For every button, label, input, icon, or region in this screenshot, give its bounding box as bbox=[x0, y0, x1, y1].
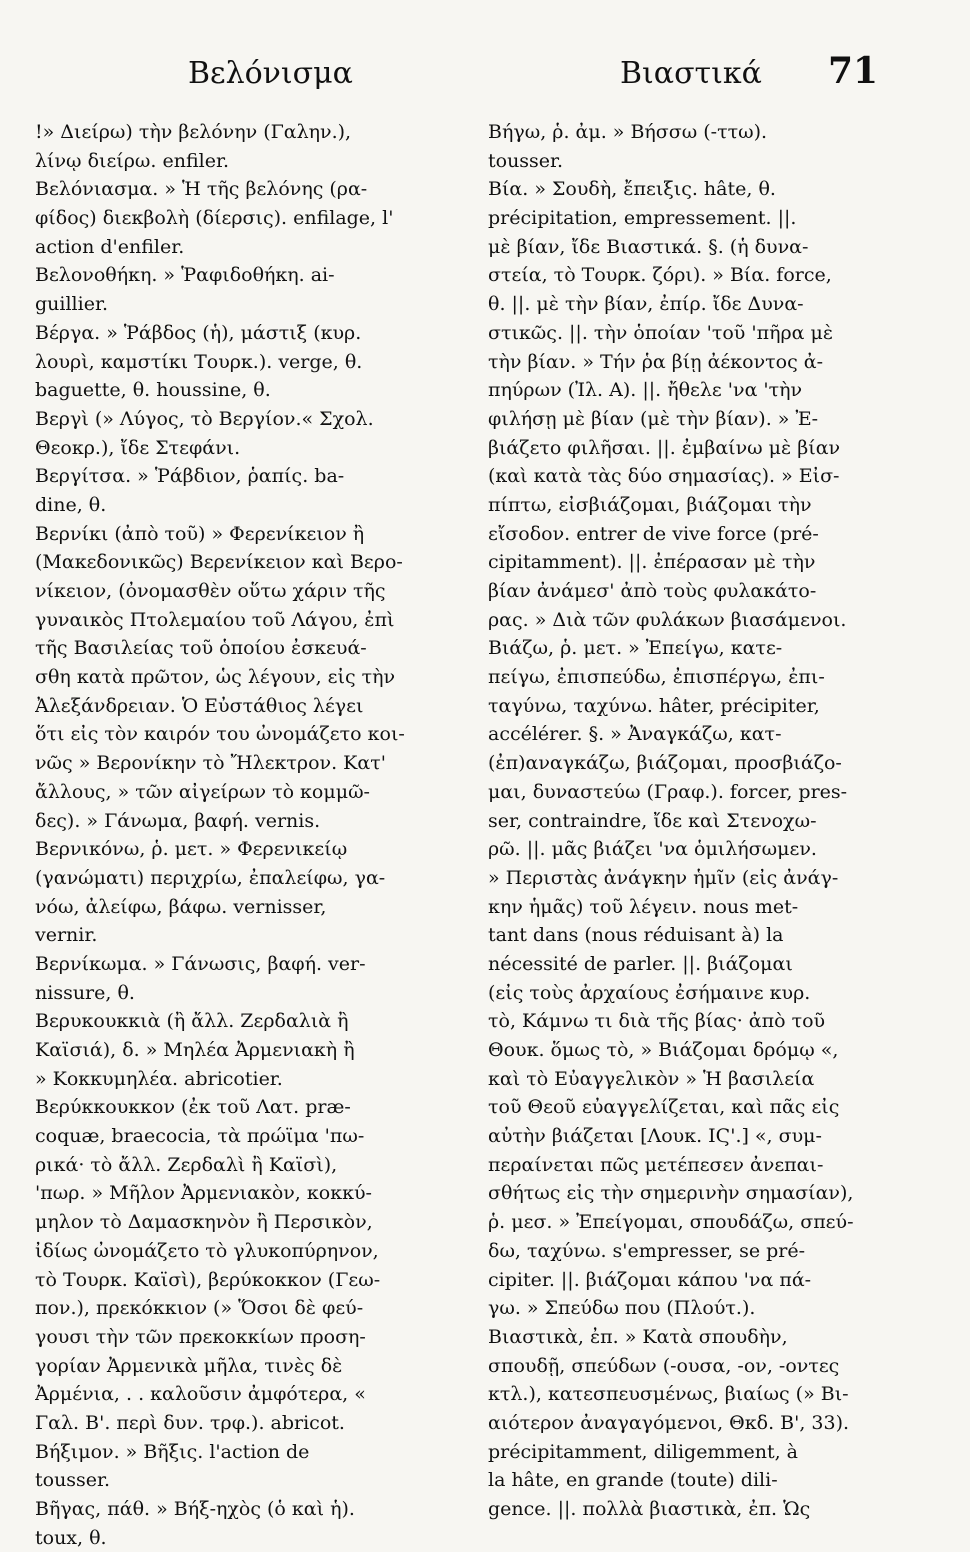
text-line: cipiter. ||. βιάζομαι κάπου 'να πά- bbox=[488, 1268, 812, 1291]
text-line: σθη κατὰ πρῶτον, ὡς λέγουν, εἰς τὴν bbox=[35, 666, 396, 689]
text-line: τοῦ Θεοῦ εὐαγγελίζεται, καὶ πᾶς εἰς bbox=[488, 1096, 840, 1119]
text-line: ρας. » Διὰ τῶν φυλάκων βιασάμενοι. bbox=[488, 608, 847, 631]
text-line: Βήγω, ῥ. ἀμ. » Βήσσω (-ττω). bbox=[488, 121, 768, 143]
text-line: νόω, ἀλείφω, βάφω. vernisser, bbox=[35, 895, 327, 918]
text-line: précipitation, empressement. ||. bbox=[488, 207, 797, 230]
text-line: ὅτι εἰς τὸν καιρόν του ὠνομάζετο κοι- bbox=[35, 723, 405, 746]
text-line: περαίνεται πῶς μετέπεσεν ἀνεπαι- bbox=[488, 1153, 824, 1176]
text-line: ρῶ. ||. μᾶς βιάζει 'να ὁμιλήσωμεν. bbox=[488, 838, 817, 861]
text-line: σπουδῇ, σπεύδων (-ουσα, -ον, -οντες bbox=[488, 1354, 840, 1377]
text-line: baguette, θ. houssine, θ. bbox=[35, 379, 271, 402]
text-line: Βερύκκουκκον (ἐκ τοῦ Λατ. præ- bbox=[35, 1096, 351, 1119]
text-line: Βῆγας, πάθ. » Βήξ-ηχὸς (ὁ καὶ ἡ). bbox=[35, 1498, 355, 1520]
text-line: σθήτως εἰς τὴν σημερινὴν σημασίαν), bbox=[488, 1182, 854, 1205]
text-line: Βήξιμον. » Βῆξις. l'action de bbox=[35, 1440, 310, 1463]
text-line: coquæ, braecocia, τὰ πρώϊμα 'πω- bbox=[35, 1125, 365, 1148]
text-line: précipitamment, diligemment, à bbox=[488, 1440, 798, 1463]
text-line: » Περιστὰς ἀνάγκην ἡμῖν (εἰς ἀνάγ- bbox=[488, 866, 839, 889]
text-line: μὲ βίαν, ἴδε Βιαστικά. §. (ἡ δυνα- bbox=[488, 235, 809, 258]
text-line: γυναικὸς Πτολεμαίου τοῦ Λάγου, ἐπὶ bbox=[35, 608, 395, 631]
text-line: βίαν ἀνάμεσ' ἀπὸ τοὺς φυλακάτο- bbox=[488, 580, 817, 602]
text-line: στεία, τὸ Τουρκ. ζόρι). » Βία. force, bbox=[488, 264, 832, 287]
text-line: ser, contraindre, ἴδε καὶ Στενοχω- bbox=[488, 809, 817, 832]
text-line: nécessité de parler. ||. βιάζομαι bbox=[488, 952, 793, 975]
text-line: Βεργὶ (» Λύγος, τὸ Βεργίον.« Σχολ. bbox=[35, 407, 374, 430]
text-line: Βιάζω, ῥ. μετ. » Ἐπείγω, κατε- bbox=[488, 637, 783, 660]
text-line: tant dans (nous réduisant à) la bbox=[488, 924, 784, 947]
text-line: νῶς » Βερονίκην τὸ Ἤλεκτρον. Κατ' bbox=[35, 752, 386, 775]
text-line: Βιαστικὰ, ἐπ. » Κατὰ σπουδὴν, bbox=[488, 1325, 788, 1348]
text-line: Γαλ. Β'. περὶ δυν. τρφ.). abricot. bbox=[35, 1411, 345, 1434]
text-line: γουσι τὴν τῶν πρεκοκκίων προση- bbox=[35, 1325, 366, 1348]
text-line: στικῶς. ||. τὴν ὁποίαν 'τοῦ 'πῆρα μὲ bbox=[488, 321, 834, 344]
text-line: tousser. bbox=[488, 149, 564, 172]
text-line: πηύρων (Ἰλ. Α). ||. ἤθελε 'να 'τὴν bbox=[488, 379, 803, 402]
text-line: Καϊσιά), δ. » Μηλέα Ἀρμενιακὴ ἢ bbox=[35, 1039, 355, 1061]
text-line: αιότερον ἀναγαγόμενοι, Θκδ. Β', 33). bbox=[488, 1411, 850, 1434]
text-line: vernir. bbox=[35, 924, 98, 947]
header-left-word: Βελόνισμα bbox=[188, 56, 353, 91]
text-line: κην ἡμᾶς) τοῦ λέγειν. nous met- bbox=[488, 895, 799, 918]
text-line: ἰδίως ὠνομάζετο τὸ γλυκοπύρηνον, bbox=[35, 1239, 379, 1262]
header-right-word: Βιαστικά bbox=[620, 56, 762, 91]
text-line: accélérer. §. » Ἀναγκάζω, κατ- bbox=[488, 723, 782, 746]
text-line: πείγω, ἐπισπεύδω, ἐπισπέργω, ἐπι- bbox=[488, 666, 825, 689]
text-line: Βέργα. » Ῥάβδος (ἡ), μάστιξ (κυρ. bbox=[35, 321, 362, 344]
text-line: 'πωρ. » Μῆλον Ἀρμενιακὸν, κοκκύ- bbox=[35, 1182, 372, 1205]
text-line: μηλον τὸ Δαμασκηνὸν ἢ Περσικὸν, bbox=[35, 1211, 373, 1234]
text-line: ἄλλους, » τῶν αἰγείρων τὸ κομμῶ- bbox=[35, 780, 370, 803]
text-line: γορίαν Ἀρμενικὰ μῆλα, τινὲς δὲ bbox=[35, 1354, 343, 1377]
text-line: (ἐπ)αναγκάζω, βιάζομαι, προσβιάζο- bbox=[488, 752, 842, 775]
text-line: Βελόνιασμα. » Ἡ τῆς βελόνης (ρα- bbox=[35, 178, 368, 201]
text-line: τὴν βίαν. » Τήν ῥα βίῃ ἀέκοντος ἀ- bbox=[488, 350, 824, 373]
running-head bbox=[0, 48, 970, 108]
text-line: cipitamment). ||. ἐπέρασαν μὲ τὴν bbox=[488, 551, 816, 574]
text-line: Βία. » Σουδὴ, ἔπειξις. hâte, θ. bbox=[488, 178, 776, 201]
text-line: δω, ταχύνω. s'empresser, se pré- bbox=[488, 1239, 806, 1262]
text-line: μαι, δυναστεύω (Γραφ.). forcer, pres- bbox=[488, 780, 848, 803]
text-line: δες). » Γάνωμα, βαφή. vernis. bbox=[35, 809, 321, 832]
text-line: εἴσοδον. entrer de vive force (pré- bbox=[488, 522, 819, 545]
text-line: Βερνίκι (ἀπὸ τοῦ) » Φερενίκειον ἢ bbox=[35, 522, 365, 545]
text-line: (εἰς τοὺς ἀρχαίους ἐσήμαινε κυρ. bbox=[488, 981, 811, 1004]
text-line: (γανώματι) περιχρίω, ἐπαλείφω, γα- bbox=[35, 866, 386, 889]
text-line: !» Διείρω) τὴν βελόνην (Γαλην.), bbox=[35, 121, 352, 143]
text-line: toux, θ. bbox=[35, 1526, 107, 1549]
text-line: Θουκ. ὅμως τὸ, » Βιάζομαι δρόμῳ «, bbox=[488, 1039, 839, 1061]
text-line: dine, θ. bbox=[35, 493, 107, 516]
text-line: ταγύνω, ταχύνω. hâter, précipiter, bbox=[488, 694, 820, 717]
text-line: tousser. bbox=[35, 1469, 111, 1492]
text-line: (καὶ κατὰ τὰς δύο σημασίας). » Εἰσ- bbox=[488, 465, 840, 488]
text-line: ῥ. μεσ. » Ἐπείγομαι, σπουδάζω, σπεύ- bbox=[488, 1211, 854, 1234]
text-line: φιλήσῃ μὲ βίαν (μὲ τὴν βίαν). » Ἐ- bbox=[488, 407, 819, 430]
text-line: Ἀλεξάνδρειαν. Ὁ Εὐστάθιος λέγει bbox=[35, 694, 364, 717]
text-line: gence. ||. πολλὰ βιαστικὰ, ἐπ. Ὡς bbox=[488, 1498, 811, 1520]
text-line: Βερνικόνω, ῥ. μετ. » Φερενικείῳ bbox=[35, 838, 348, 861]
text-line: la hâte, en grande (toute) dili- bbox=[488, 1469, 778, 1492]
text-line: τὸ, Κάμνω τι διὰ τῆς βίας· ἀπὸ τοῦ bbox=[488, 1010, 826, 1033]
text-line: φίδος) διεκβολὴ (δίερσις). enfilage, l' bbox=[35, 207, 394, 230]
text-line: τὸ Τουρκ. Καϊσὶ), βερύκοκκον (Γεω- bbox=[35, 1268, 381, 1291]
text-line: λίνῳ διείρω. enfiler. bbox=[35, 149, 230, 172]
text-line: » Κοκκυμηλέα. abricotier. bbox=[35, 1067, 283, 1090]
text-line: λουρὶ, καμστίκι Τουρκ.). verge, θ. bbox=[35, 350, 363, 373]
text-line: θ. ||. μὲ τὴν βίαν, ἐπίρ. ἴδε Δυνα- bbox=[488, 293, 804, 316]
text-line: (Μακεδονικῶς) Βερενίκειον καὶ Βερο- bbox=[35, 551, 403, 574]
text-line: ρικά· τὸ ἄλλ. Ζερδαλὶ ἢ Καϊσὶ), bbox=[35, 1153, 338, 1176]
text-line: τῆς Βασιλείας τοῦ ὁποίου ἐσκευά- bbox=[35, 637, 367, 660]
text-line: guillier. bbox=[35, 293, 108, 316]
text-line: Ἀρμένια, . . καλοῦσιν ἀμφότερα, « bbox=[35, 1383, 366, 1406]
text-line: βιάζετο φιλῆσαι. ||. ἐμβαίνω μὲ βίαν bbox=[488, 436, 841, 459]
text-line: Βελονοθήκη. » Ῥαφιδοθήκη. ai- bbox=[35, 264, 335, 287]
page-number: 71 bbox=[828, 50, 879, 92]
text-line: Βερνίκωμα. » Γάνωσις, βαφή. ver- bbox=[35, 952, 366, 975]
text-line: πίπτω, εἰσβιάζομαι, βιάζομαι τὴν bbox=[488, 493, 812, 516]
text-line: action d'enfiler. bbox=[35, 235, 185, 258]
text-line: πον.), πρεκόκκιον (» Ὅσοι δὲ φεύ- bbox=[35, 1297, 364, 1320]
text-line: αὐτὴν βιάζεται [Λουκ. ΙϚ'.] «, συμ- bbox=[488, 1125, 822, 1148]
text-line: καὶ τὸ Εὐαγγελικὸν » Ἡ βασιλεία bbox=[488, 1067, 815, 1090]
right-column bbox=[488, 118, 918, 1524]
text-line: νίκειον, (ὀνομασθὲν οὕτω χάριν τῆς bbox=[35, 580, 386, 602]
text-line: Βερυκουκκιὰ (ἢ ἄλλ. Ζερδαλιὰ ἢ bbox=[35, 1010, 349, 1033]
text-line: κτλ.), κατεσπευσμένως, βιαίως (» Βι- bbox=[488, 1383, 849, 1406]
left-column bbox=[35, 118, 465, 1552]
text-line: Θεοκρ.), ἴδε Στεφάνι. bbox=[35, 436, 241, 459]
text-line: nissure, θ. bbox=[35, 981, 135, 1004]
text-line: Βεργίτσα. » Ῥάβδιον, ῥαπίς. ba- bbox=[35, 465, 345, 488]
text-line: γω. » Σπεύδω που (Πλούτ.). bbox=[488, 1297, 756, 1320]
